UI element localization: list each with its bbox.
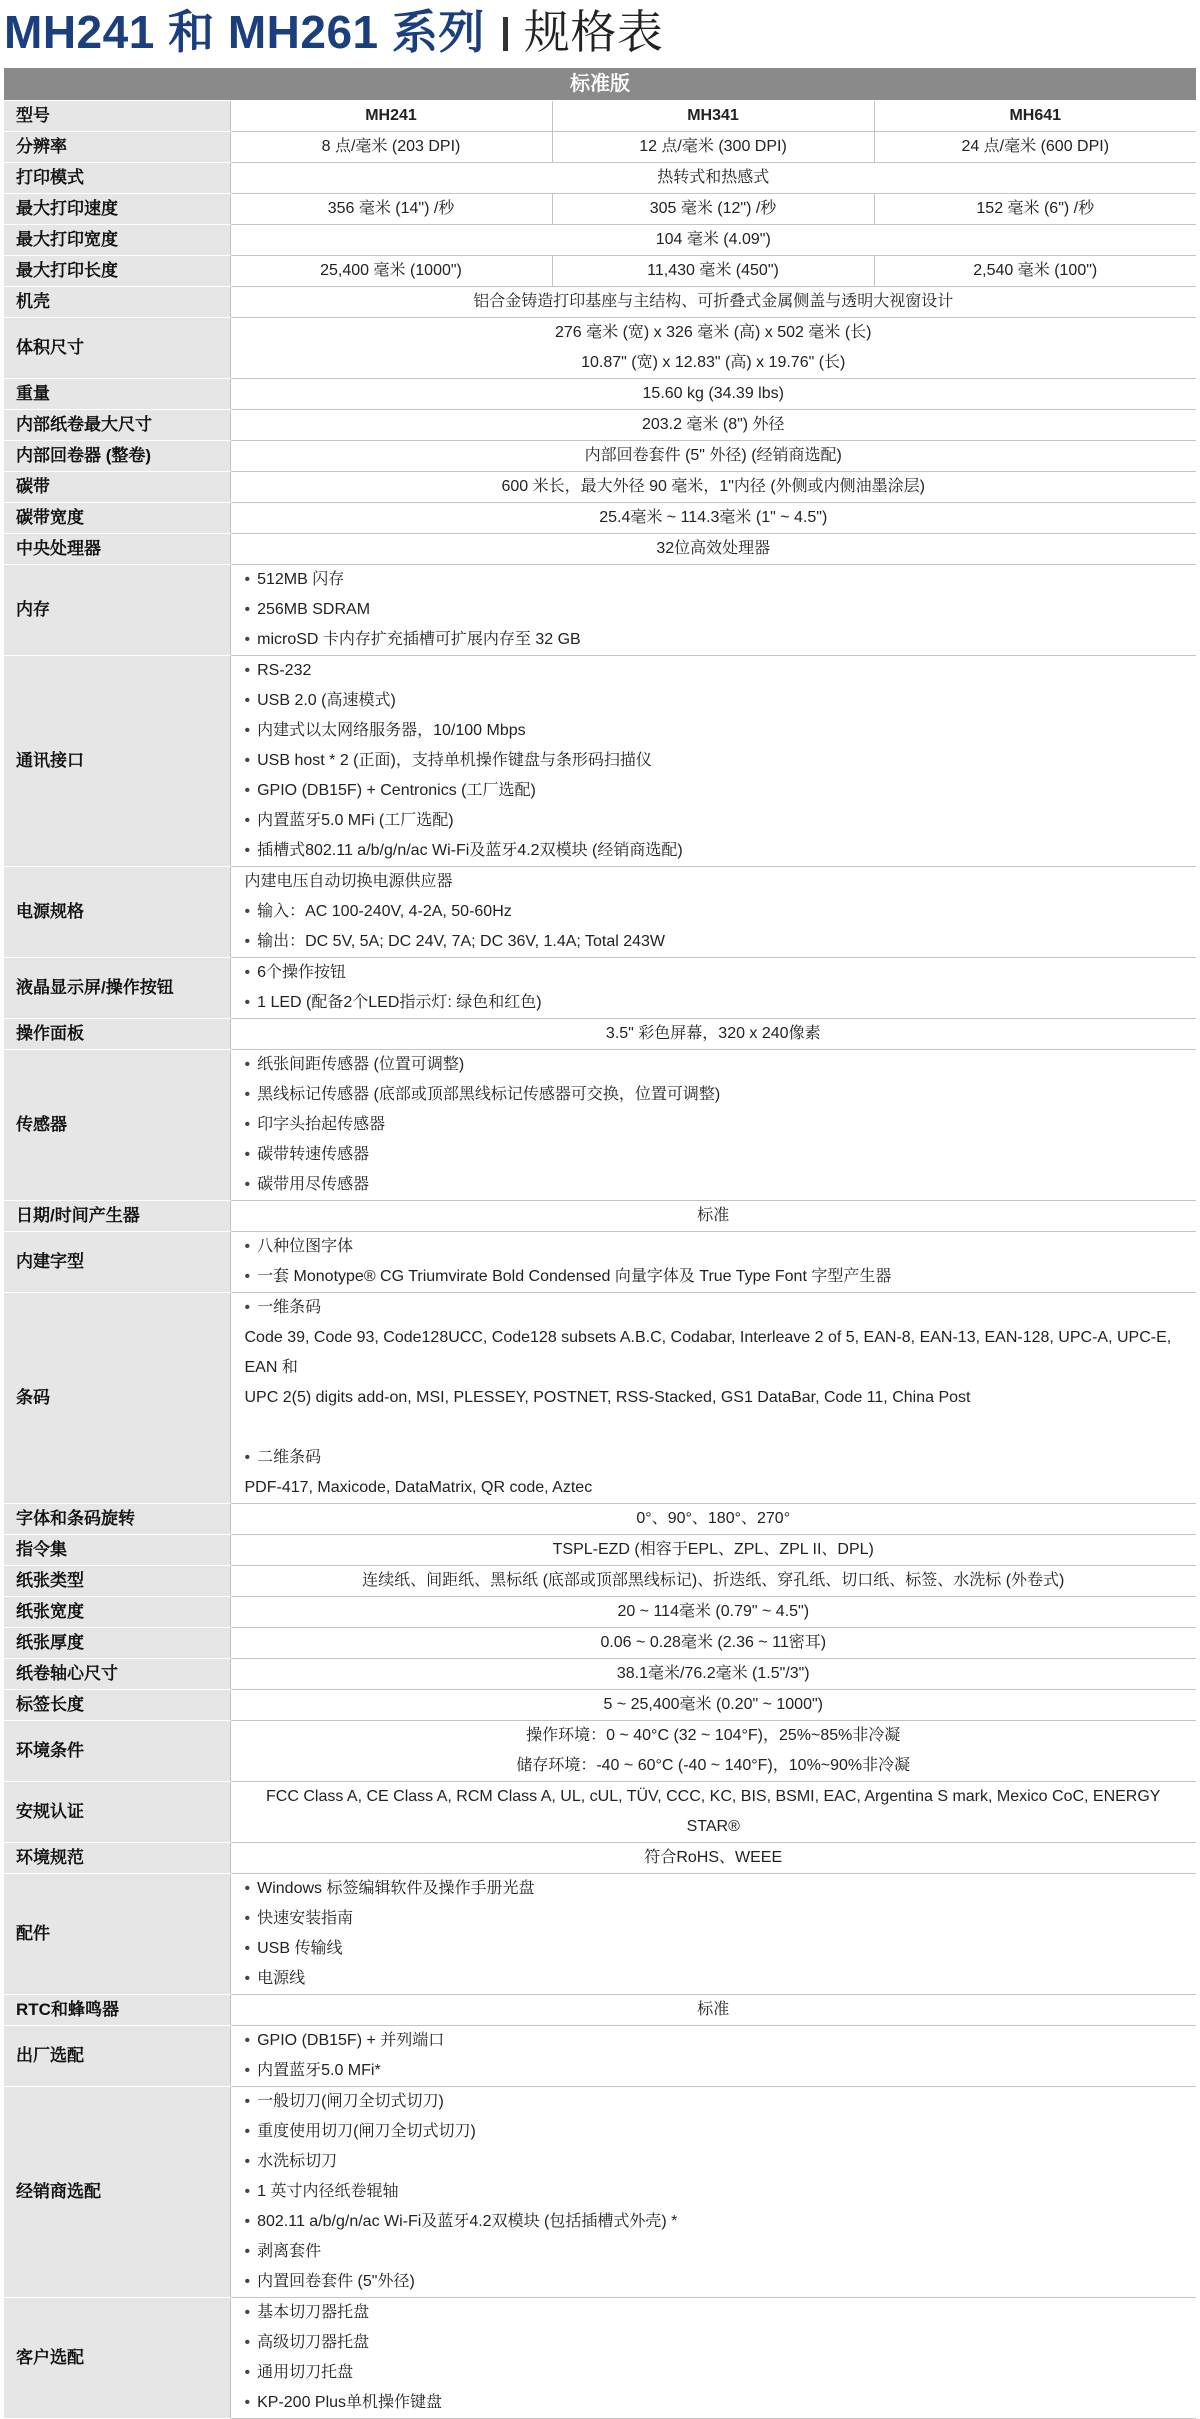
cell-value: 热转式和热感式 [230, 163, 1196, 194]
cell-value [230, 1721, 1196, 1782]
value-line: 内建电压自动切换电源供应器 [244, 873, 453, 890]
cell-value: 104 毫米 (4.09") [230, 225, 1196, 256]
spec-table [4, 101, 1196, 2419]
row-label: 体积尺寸 [4, 318, 230, 379]
list-item: • 印字头抬起传感器 [245, 1110, 1187, 1140]
cell-value: 152 毫米 (6") /秒 [874, 194, 1196, 225]
cell-value: 0.06 ~ 0.28毫米 (2.36 ~ 11密耳) [230, 1628, 1196, 1659]
row-resolution [4, 132, 1196, 163]
row-label: 通讯接口 [4, 656, 230, 867]
cell-value [230, 565, 1196, 656]
row-label: 字体和条码旋转 [4, 1504, 230, 1535]
row-lcd-buttons [4, 958, 1196, 1019]
cell-value: 符合RoHS、WEEE [230, 1843, 1196, 1874]
row-env-reg [4, 1843, 1196, 1874]
value-line: PDF-417, Maxicode, DataMatrix, QR code, Aztec [244, 1479, 593, 1496]
list-item: • 输入：AC 100-240V, 4-2A, 50-60Hz [245, 897, 1187, 927]
row-label: 分辨率 [4, 132, 230, 163]
cell-value: 5 ~ 25,400毫米 (0.20" ~ 1000") [230, 1690, 1196, 1721]
value-line: 操作环境：0 ~ 40°C (32 ~ 104°F)，25%~85%非冷凝 [526, 1727, 901, 1744]
list-item: • 水洗标切刀 [245, 2147, 1187, 2177]
cell-value: 32位高效处理器 [230, 534, 1196, 565]
row-weight [4, 379, 1196, 410]
list-item: • 快速安装指南 [245, 1904, 1187, 1934]
cell-value [230, 1232, 1196, 1293]
row-label: 电源规格 [4, 867, 230, 958]
row-label: 环境条件 [4, 1721, 230, 1782]
row-label-length [4, 1690, 1196, 1721]
cell-value: 标准 [230, 1995, 1196, 2026]
list-item: • 一套 Monotype® CG Triumvirate Bold Condensed 向量字体及 True Type Font 字型产生器 [245, 1262, 1187, 1292]
value-line: 10.87" (宽) x 12.83" (高) x 19.76" (长) [581, 354, 846, 371]
row-max-width [4, 225, 1196, 256]
cell-value [230, 1050, 1196, 1201]
list-item: • 重度使用切刀(闸刀全切式切刀) [245, 2117, 1187, 2147]
list-item: • RS-232 [245, 656, 1187, 686]
list-item: • 八种位图字体 [245, 1232, 1187, 1262]
value-line: UPC 2(5) digits add-on, MSI, PLESSEY, POSTNET, RSS-Stacked, GS1 DataBar, Code 11, China Post [244, 1389, 971, 1406]
row-label: 客户选配 [4, 2298, 230, 2419]
row-media-thickness [4, 1628, 1196, 1659]
row-label: 安规认证 [4, 1782, 230, 1843]
title-sub: 规格表 [523, 6, 664, 58]
list-item: • Windows 标签编辑软件及操作手册光盘 [245, 1874, 1187, 1904]
row-sensors [4, 1050, 1196, 1201]
row-rewinder [4, 441, 1196, 472]
row-ribbon [4, 472, 1196, 503]
row-ribbon-width [4, 503, 1196, 534]
cell-value: 8 点/毫米 (203 DPI) [230, 132, 552, 163]
list-item: • 黑线标记传感器 (底部或顶部黑线标记传感器可交换，位置可调整) [245, 1080, 1187, 1110]
row-label: 内部纸卷最大尺寸 [4, 410, 230, 441]
list-item: • KP-200 Plus单机操作键盘 [245, 2388, 1187, 2418]
cell-value: 12 点/毫米 (300 DPI) [552, 132, 874, 163]
list-item: • 电源线 [245, 1964, 1187, 1994]
cell-value: 20 ~ 114毫米 (0.79" ~ 4.5") [230, 1597, 1196, 1628]
list-item: • 802.11 a/b/g/n/ac Wi-Fi及蓝牙4.2双模块 (包括插槽式外壳) * [245, 2207, 1187, 2237]
row-label: 碳带 [4, 472, 230, 503]
row-housing [4, 287, 1196, 318]
row-interface [4, 656, 1196, 867]
row-label: 配件 [4, 1874, 230, 1995]
row-model [4, 101, 1196, 132]
model-name: MH641 [874, 101, 1196, 132]
cell-value: 2,540 毫米 (100") [874, 256, 1196, 287]
cell-value [230, 656, 1196, 867]
row-label: 操作面板 [4, 1019, 230, 1050]
cell-value: 38.1毫米/76.2毫米 (1.5"/3") [230, 1659, 1196, 1690]
list-item: • 6个操作按钮 [245, 958, 1187, 988]
cell-value [230, 2026, 1196, 2087]
list-item: • 内置蓝牙5.0 MFi* [245, 2056, 1187, 2086]
row-label: 传感器 [4, 1050, 230, 1201]
list-item: • 一维条码 [245, 1293, 1187, 1323]
cell-value [230, 867, 1196, 958]
cell-value: 25.4毫米 ~ 114.3毫米 (1" ~ 4.5") [230, 503, 1196, 534]
row-memory [4, 565, 1196, 656]
list-item: • microSD 卡内存扩充插槽可扩展内存至 32 GB [245, 625, 1187, 655]
row-processor [4, 534, 1196, 565]
row-core [4, 1659, 1196, 1690]
list-item: • 高级切刀器托盘 [245, 2328, 1187, 2358]
cell-value: 356 毫米 (14") /秒 [230, 194, 552, 225]
row-label: 最大打印宽度 [4, 225, 230, 256]
cell-value: 0°、90°、180°、270° [230, 1504, 1196, 1535]
row-label: 机壳 [4, 287, 230, 318]
row-label: 纸卷轴心尺寸 [4, 1659, 230, 1690]
row-label: 出厂选配 [4, 2026, 230, 2087]
row-rtc [4, 1201, 1196, 1232]
title-separator [503, 17, 508, 51]
cell-value: 铝合金铸造打印基座与主结构、可折叠式金属侧盖与透明大视窗设计 [230, 287, 1196, 318]
value-line: 276 毫米 (宽) x 326 毫米 (高) x 502 毫米 (长) [554, 324, 872, 341]
row-label: 标签长度 [4, 1690, 230, 1721]
row-label: 环境规范 [4, 1843, 230, 1874]
row-label: 内部回卷器 (整卷) [4, 441, 230, 472]
row-accessories [4, 1874, 1196, 1995]
cell-value: 25,400 毫米 (1000") [230, 256, 552, 287]
row-roll-capacity [4, 410, 1196, 441]
cell-value: TSPL-EZD (相容于EPL、ZPL、ZPL II、DPL) [230, 1535, 1196, 1566]
spacer [245, 1413, 1187, 1443]
row-label: 打印模式 [4, 163, 230, 194]
cell-value [230, 958, 1196, 1019]
list-item: • 1 LED (配备2个LED指示灯: 绿色和红色) [245, 988, 1187, 1018]
row-environment [4, 1721, 1196, 1782]
row-label: 指令集 [4, 1535, 230, 1566]
row-label: 条码 [4, 1293, 230, 1504]
cell-value: 600 米长，最大外径 90 毫米，1"内径 (外侧或内侧油墨涂层) [230, 472, 1196, 503]
row-label: 液晶显示屏/操作按钮 [4, 958, 230, 1019]
value-line: Code 39, Code 93, Code128UCC, Code128 subsets A.B.C, Codabar, Interleave 2 of 5, EAN-8, EAN-13, EAN-128, UPC-A, UPC-E, EAN 和 [244, 1329, 1172, 1376]
row-power [4, 867, 1196, 958]
list-item: • GPIO (DB15F) + 并列端口 [245, 2026, 1187, 2056]
cell-value: 305 毫米 (12") /秒 [552, 194, 874, 225]
value-line: 储存环境：-40 ~ 60°C (-40 ~ 140°F)，10%~90%非冷凝 [516, 1757, 911, 1774]
edition-banner: 标准版 [4, 68, 1196, 100]
list-item: • 输出：DC 5V, 5A; DC 24V, 7A; DC 36V, 1.4A; Total 243W [245, 927, 1187, 957]
list-item: • 一般切刀(闸刀全切式切刀) [245, 2087, 1187, 2117]
cell-value: 15.60 kg (34.39 lbs) [230, 379, 1196, 410]
row-label: 经销商选配 [4, 2087, 230, 2298]
list-item: • 插槽式802.11 a/b/g/n/ac Wi-Fi及蓝牙4.2双模块 (经销商选配) [245, 836, 1187, 866]
row-dealer-options [4, 2087, 1196, 2298]
row-label: 纸张厚度 [4, 1628, 230, 1659]
cell-value: 203.2 毫米 (8") 外径 [230, 410, 1196, 441]
list-item: • USB host * 2 (正面)，支持单机操作键盘与条形码扫描仪 [245, 746, 1187, 776]
model-name: MH241 [230, 101, 552, 132]
cell-value: FCC Class A, CE Class A, RCM Class A, UL, cUL, TÜV, CCC, KC, BIS, BSMI, EAC, Argentina S mark, Mexico CoC, ENERGY STAR® [230, 1782, 1196, 1843]
row-label: 内存 [4, 565, 230, 656]
row-label: 中央处理器 [4, 534, 230, 565]
row-label: 最大打印速度 [4, 194, 230, 225]
row-label: 日期/时间产生器 [4, 1201, 230, 1232]
row-safety [4, 1782, 1196, 1843]
list-item: • 1 英寸内径纸卷辊轴 [245, 2177, 1187, 2207]
list-item: • 通用切刀托盘 [245, 2358, 1187, 2388]
list-item: • 纸张间距传感器 (位置可调整) [245, 1050, 1187, 1080]
row-label: 重量 [4, 379, 230, 410]
list-item: • USB 2.0 (高速模式) [245, 686, 1187, 716]
row-label: RTC和蜂鸣器 [4, 1995, 230, 2026]
row-label: 碳带宽度 [4, 503, 230, 534]
row-panel [4, 1019, 1196, 1050]
list-item: • 内置回卷套件 (5"外径) [245, 2267, 1187, 2297]
row-label: 纸张类型 [4, 1566, 230, 1597]
row-max-speed [4, 194, 1196, 225]
list-item: • 碳带用尽传感器 [245, 1170, 1187, 1200]
list-item: • 内置蓝牙5.0 MFi (工厂选配) [245, 806, 1187, 836]
list-item: • GPIO (DB15F) + Centronics (工厂选配) [245, 776, 1187, 806]
cell-value: 标准 [230, 1201, 1196, 1232]
row-media-type [4, 1566, 1196, 1597]
row-commands [4, 1535, 1196, 1566]
row-label: 型号 [4, 101, 230, 132]
list-item: • 内建式以太网络服务器，10/100 Mbps [245, 716, 1187, 746]
row-max-length [4, 256, 1196, 287]
row-barcodes [4, 1293, 1196, 1504]
row-user-options [4, 2298, 1196, 2419]
cell-value: 11,430 毫米 (450") [552, 256, 874, 287]
list-item: • 二维条码 [245, 1443, 1187, 1473]
list-item: • USB 传输线 [245, 1934, 1187, 1964]
cell-value [230, 2087, 1196, 2298]
row-rtc-buzzer [4, 1995, 1196, 2026]
title-main: MH241 和 MH261 系列 [4, 6, 485, 58]
row-rotation [4, 1504, 1196, 1535]
model-name: MH341 [552, 101, 874, 132]
cell-value [230, 2298, 1196, 2419]
cell-value: 连续纸、间距纸、黑标纸 (底部或顶部黑线标记)、折迭纸、穿孔纸、切口纸、标签、水洗标 (外卷式) [230, 1566, 1196, 1597]
list-item: • 剥离套件 [245, 2237, 1187, 2267]
list-item: • 基本切刀器托盘 [245, 2298, 1187, 2328]
row-fonts [4, 1232, 1196, 1293]
row-label: 最大打印长度 [4, 256, 230, 287]
cell-value [230, 1874, 1196, 1995]
page-title [4, 0, 663, 64]
row-media-width [4, 1597, 1196, 1628]
cell-value: 3.5" 彩色屏幕，320 x 240像素 [230, 1019, 1196, 1050]
list-item: • 512MB 闪存 [245, 565, 1187, 595]
cell-value: 内部回卷套件 (5" 外径) (经销商选配) [230, 441, 1196, 472]
cell-value: 24 点/毫米 (600 DPI) [874, 132, 1196, 163]
row-label: 纸张宽度 [4, 1597, 230, 1628]
cell-value [230, 1293, 1196, 1504]
list-item: • 256MB SDRAM [245, 595, 1187, 625]
row-print-mode [4, 163, 1196, 194]
row-dimensions [4, 318, 1196, 379]
row-factory-options [4, 2026, 1196, 2087]
cell-value [230, 318, 1196, 379]
row-label: 内建字型 [4, 1232, 230, 1293]
list-item: • 碳带转速传感器 [245, 1140, 1187, 1170]
